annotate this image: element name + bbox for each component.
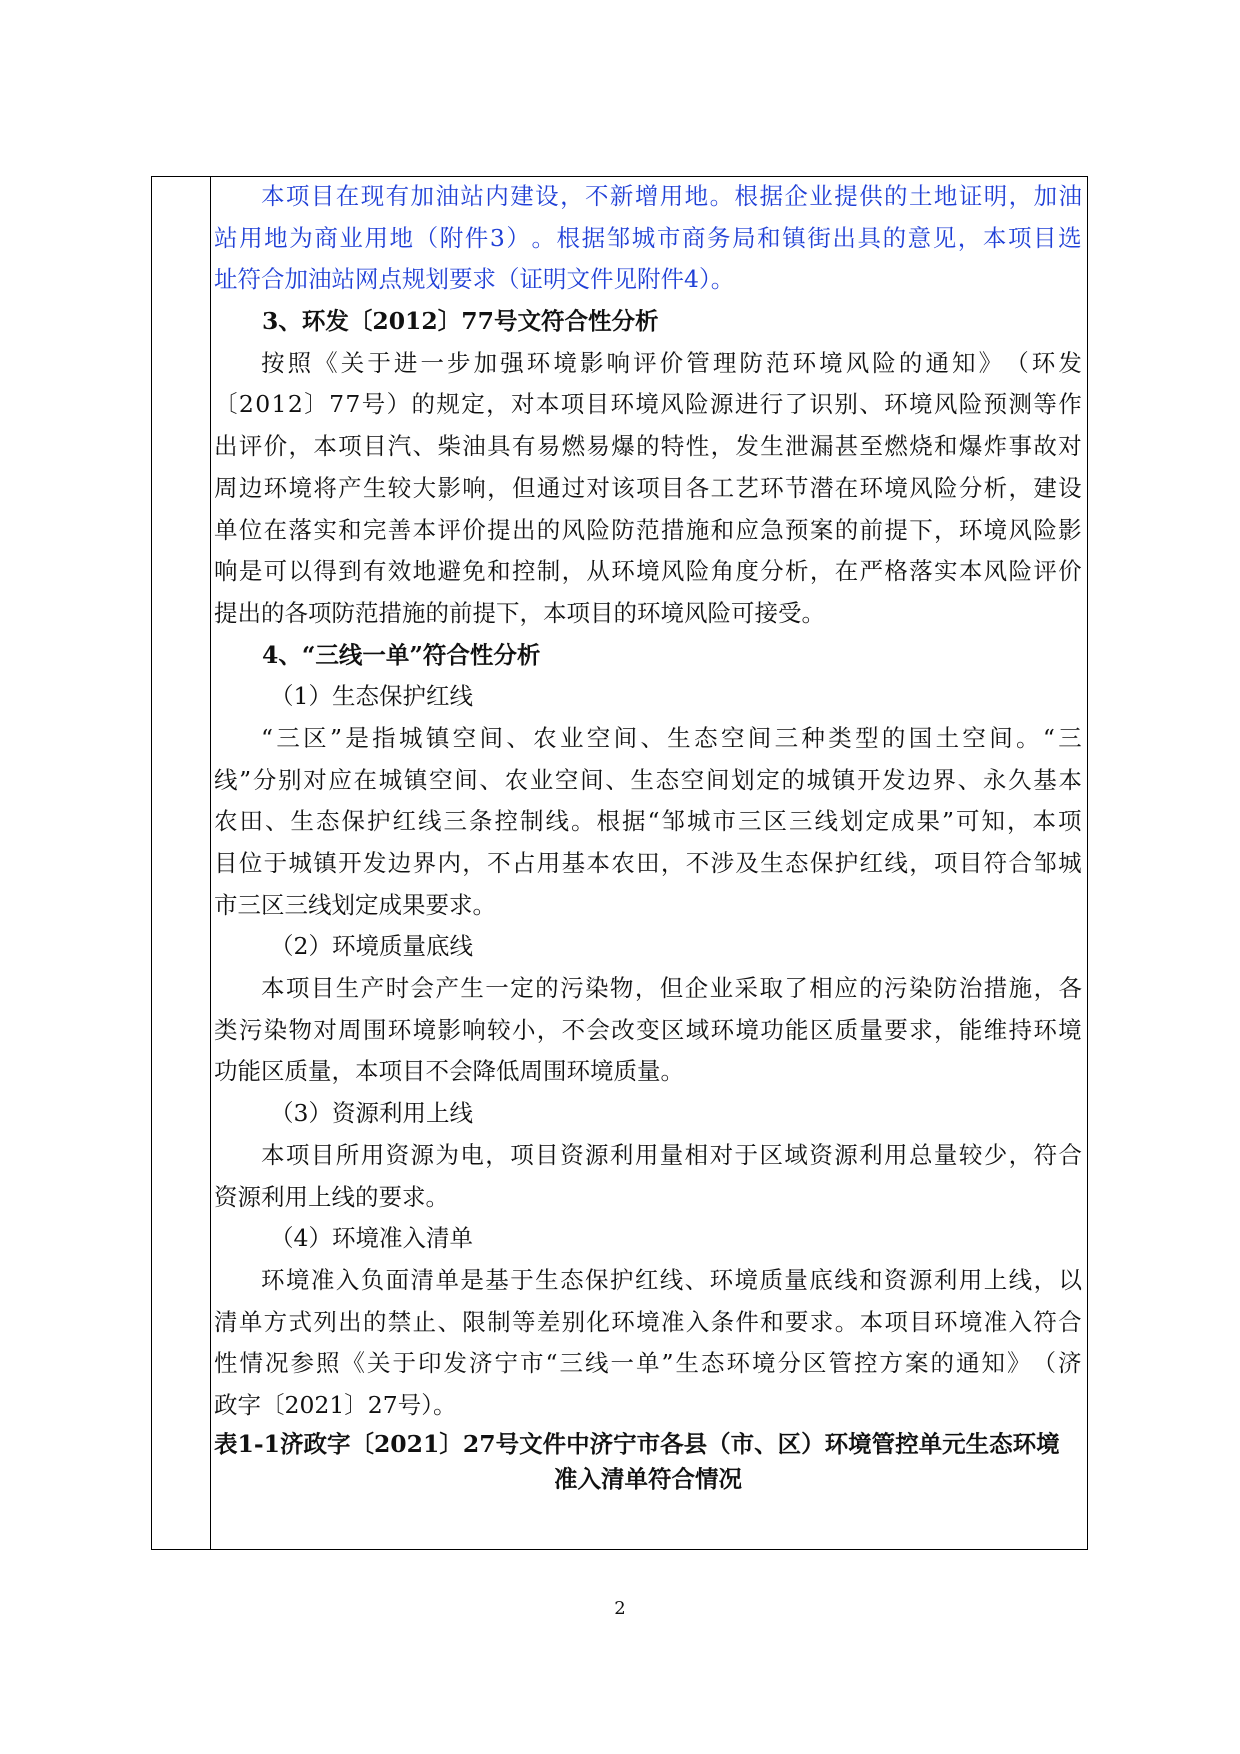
text-line: 功能区质量，本项目不会降低周围环境质量。 [214,1057,684,1086]
text-line: 本 项 目 生 产 时 会 产 生 一 定 的 污 染 物 ， 但 企 业 采 取 了 相 应 的 污 染 防 治 措 施 ， 各 [261,974,1082,1003]
table-caption [214,1427,1082,1497]
text-line: 性 情 况 参 照 《 关 于 印 发 济 宁 市 “ 三 线 一 单 ” 生 态 环 境 分 区 管 控 方 案 的 通 知 》 （ 济 [214,1349,1082,1378]
table-column-divider [210,176,211,1550]
section-heading-4: 4、“三线一单”符合性分析 [262,640,541,669]
subheading-resource-cap: （3）资源利用上线 [270,1099,473,1128]
subheading-quality-baseline: （2）环境质量底线 [270,932,473,961]
caption-line: 准入清单符合情况 [554,1464,742,1493]
text-line: 目 位 于 城 镇 开 发 边 界 内 ， 不 占 用 基 本 农 田 ， 不 涉 及 生 态 保 护 红 线 ， 项 目 符 合 邹 城 [214,849,1082,877]
text-line: 单 位 在 落 实 和 完 善 本 评 价 提 出 的 风 险 防 范 措 施 和 应 急 预 案 的 前 提 下 ， 环 境 风 险 影 [214,515,1082,544]
text-line: 〔 2 0 1 2 〕 7 7 号 ） 的 规 定 ， 对 本 项 目 环 境 风 险 源 进 行 了 识 别 、 环 境 风 险 预 测 等 作 [214,390,1082,419]
caption-line: 表1-1济政字〔2021〕27号文件中济宁市各县（市、区）环境管控单元生态环境 [214,1429,1060,1458]
paragraph-access-list [214,1260,1082,1427]
text-line: 响 是 可 以 得 到 有 效 地 避 免 和 控 制 ， 从 环 境 风 险 角 度 分 析 ， 在 严 格 落 实 本 风 险 评 价 [214,557,1082,586]
section-heading-3: 3、环发〔2012〕77号文符合性分析 [262,307,659,336]
paragraph-environmental-risk [214,343,1082,635]
paragraph-resource-cap [214,1135,1082,1218]
text-line: 出 评 价 ， 本 项 目 汽 、 柴 油 具 有 易 燃 易 爆 的 特 性 ， 发 生 泄 漏 甚 至 燃 烧 和 爆 炸 事 故 对 [214,432,1082,461]
text-line: 站 用 地 为 商 业 用 地 （ 附 件 3 ） 。 根 据 邹 城 市 商 务 局 和 镇 街 出 具 的 意 见 ， 本 项 目 选 [214,223,1082,252]
text-line: 类 污 染 物 对 周 围 环 境 影 响 较 小 ， 不 会 改 变 区 域 环 境 功 能 区 质 量 要 求 ， 能 维 持 环 境 [214,1015,1082,1044]
text-line: “ 三 区 ” 是 指 城 镇 空 间 、 农 业 空 间 、 生 态 空 间 三 种 类 型 的 国 土 空 间 。 “ 三 [261,723,1082,752]
text-line: 清 单 方 式 列 出 的 禁 止 、 限 制 等 差 别 化 环 境 准 入 条 件 和 要 求 。 本 项 目 环 境 准 入 符 合 [214,1307,1082,1336]
text-line: 政字〔2021〕27号）。 [214,1390,457,1419]
text-line: 本 项 目 所 用 资 源 为 电 ， 项 目 资 源 利 用 量 相 对 于 区 域 资 源 利 用 总 量 较 少 ， 符 合 [261,1140,1082,1169]
subheading-ecological-redline: （1）生态保护红线 [270,682,473,711]
text-line: 市三区三线划定成果要求。 [214,890,496,919]
text-line: 周 边 环 境 将 产 生 较 大 影 响 ， 但 通 过 对 该 项 目 各 工 艺 环 节 潜 在 环 境 风 险 分 析 ， 建 设 [214,473,1082,502]
text-line: 资源利用上线的要求。 [214,1182,449,1211]
paragraph-land-use [214,176,1082,301]
text-line: 线 ” 分 别 对 应 在 城 镇 空 间 、 农 业 空 间 、 生 态 空 间 划 定 的 城 镇 开 发 边 界 、 永 久 基 本 [214,765,1082,794]
paragraph-quality-baseline [214,968,1082,1093]
table-cell-content [214,176,1082,1497]
text-line: 农 田 、 生 态 保 护 红 线 三 条 控 制 线 。 根 据 “ 邹 城 市 三 区 三 线 划 定 成 果 ” 可 知 ， 本 项 [214,807,1082,836]
text-line: 提出的各项防范措施的前提下，本项目的环境风险可接受。 [214,598,825,627]
text-line: 本 项 目 在 现 有 加 油 站 内 建 设 ， 不 新 增 用 地 。 根 据 企 业 提 供 的 土 地 证 明 ， 加 油 [261,182,1082,210]
subheading-access-list: （4）环境准入清单 [270,1224,473,1253]
text-line: 环 境 准 入 负 面 清 单 是 基 于 生 态 保 护 红 线 、 环 境 质 量 底 线 和 资 源 利 用 上 线 ， 以 [261,1265,1082,1294]
page-number: 2 [614,1598,626,1619]
text-line: 址符合加油站网点规划要求（证明文件见附件4）。 [214,265,735,294]
paragraph-ecological-redline [214,718,1082,926]
text-line: 按 照 《 关 于 进 一 步 加 强 环 境 影 响 评 价 管 理 防 范 环 境 风 险 的 通 知 》 （ 环 发 [261,348,1082,377]
